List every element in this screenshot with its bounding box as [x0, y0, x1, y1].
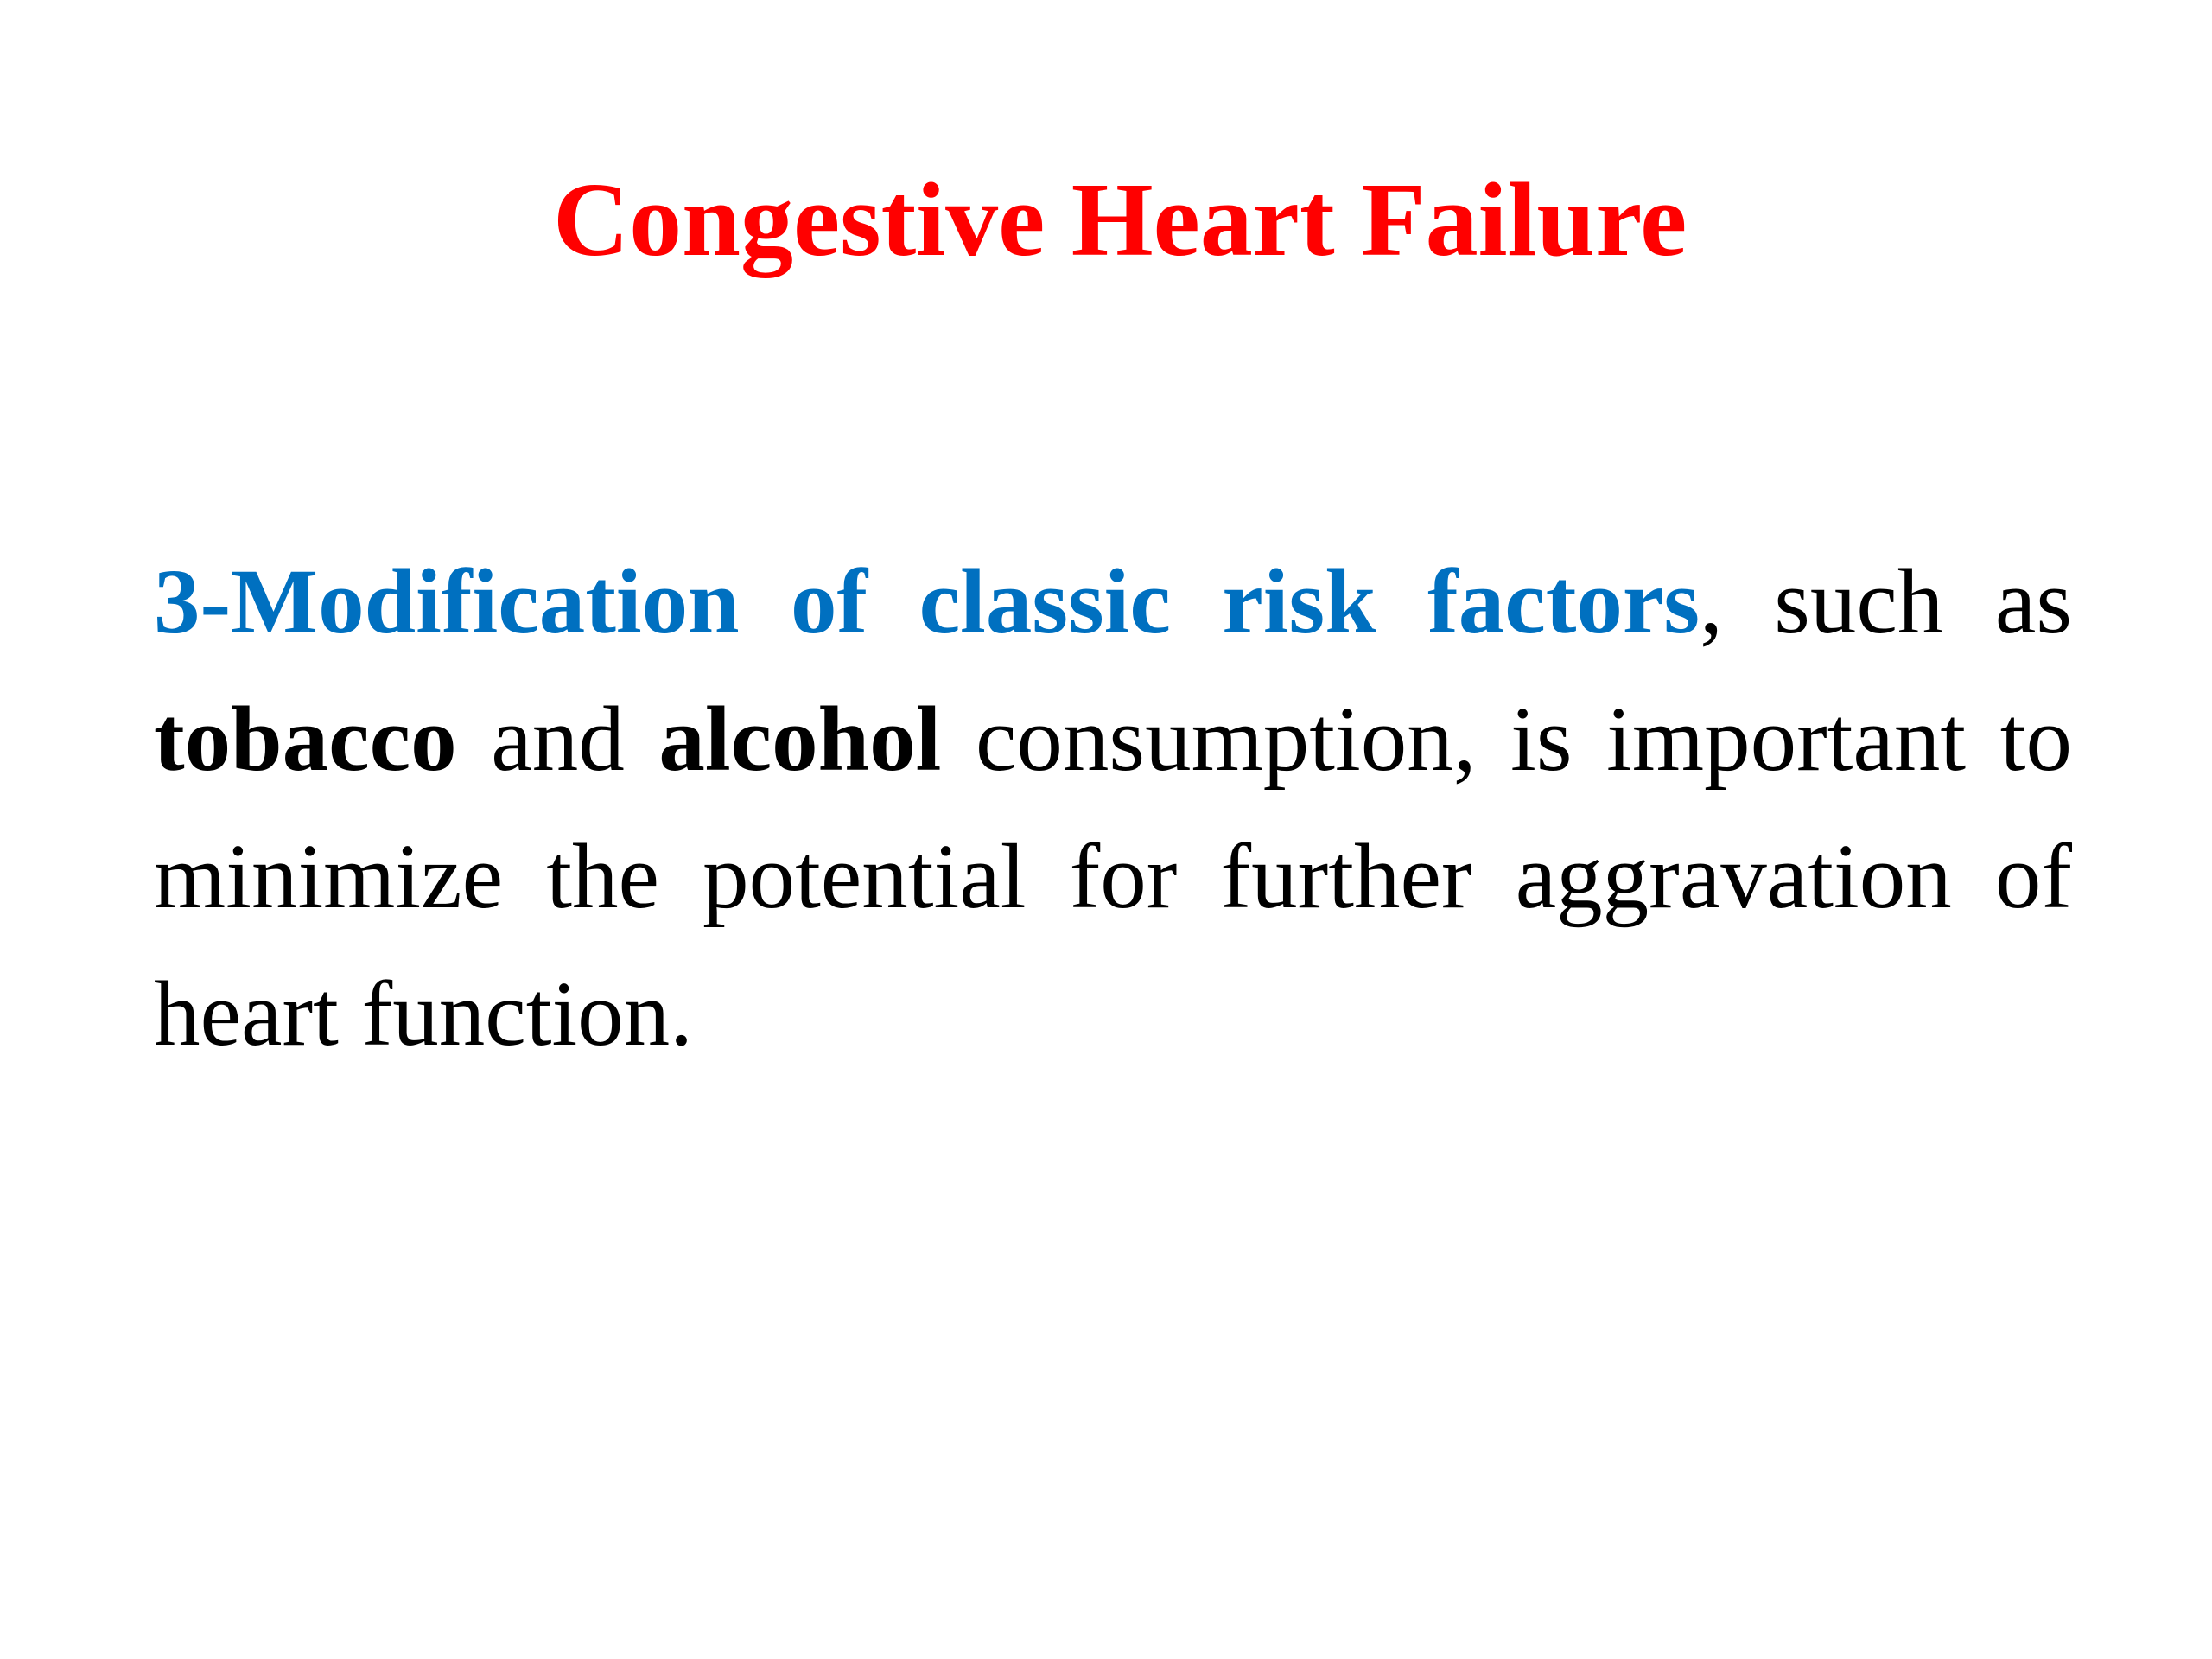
- body-text-segment-3: consumption, is important to minimize the potential for further aggravation of heart function.: [154, 689, 2072, 1065]
- slide-body-paragraph: [154, 534, 2072, 1084]
- tobacco-term: tobacco: [154, 689, 457, 791]
- body-text-segment-2: and: [456, 689, 659, 791]
- alcohol-term: alcohol: [658, 689, 942, 791]
- slide-title: Congestive Heart Failure: [553, 162, 1688, 278]
- risk-factors-heading: 3-Modification of classic risk factors: [154, 551, 1700, 653]
- body-text-segment-1: , such as: [1700, 551, 2073, 653]
